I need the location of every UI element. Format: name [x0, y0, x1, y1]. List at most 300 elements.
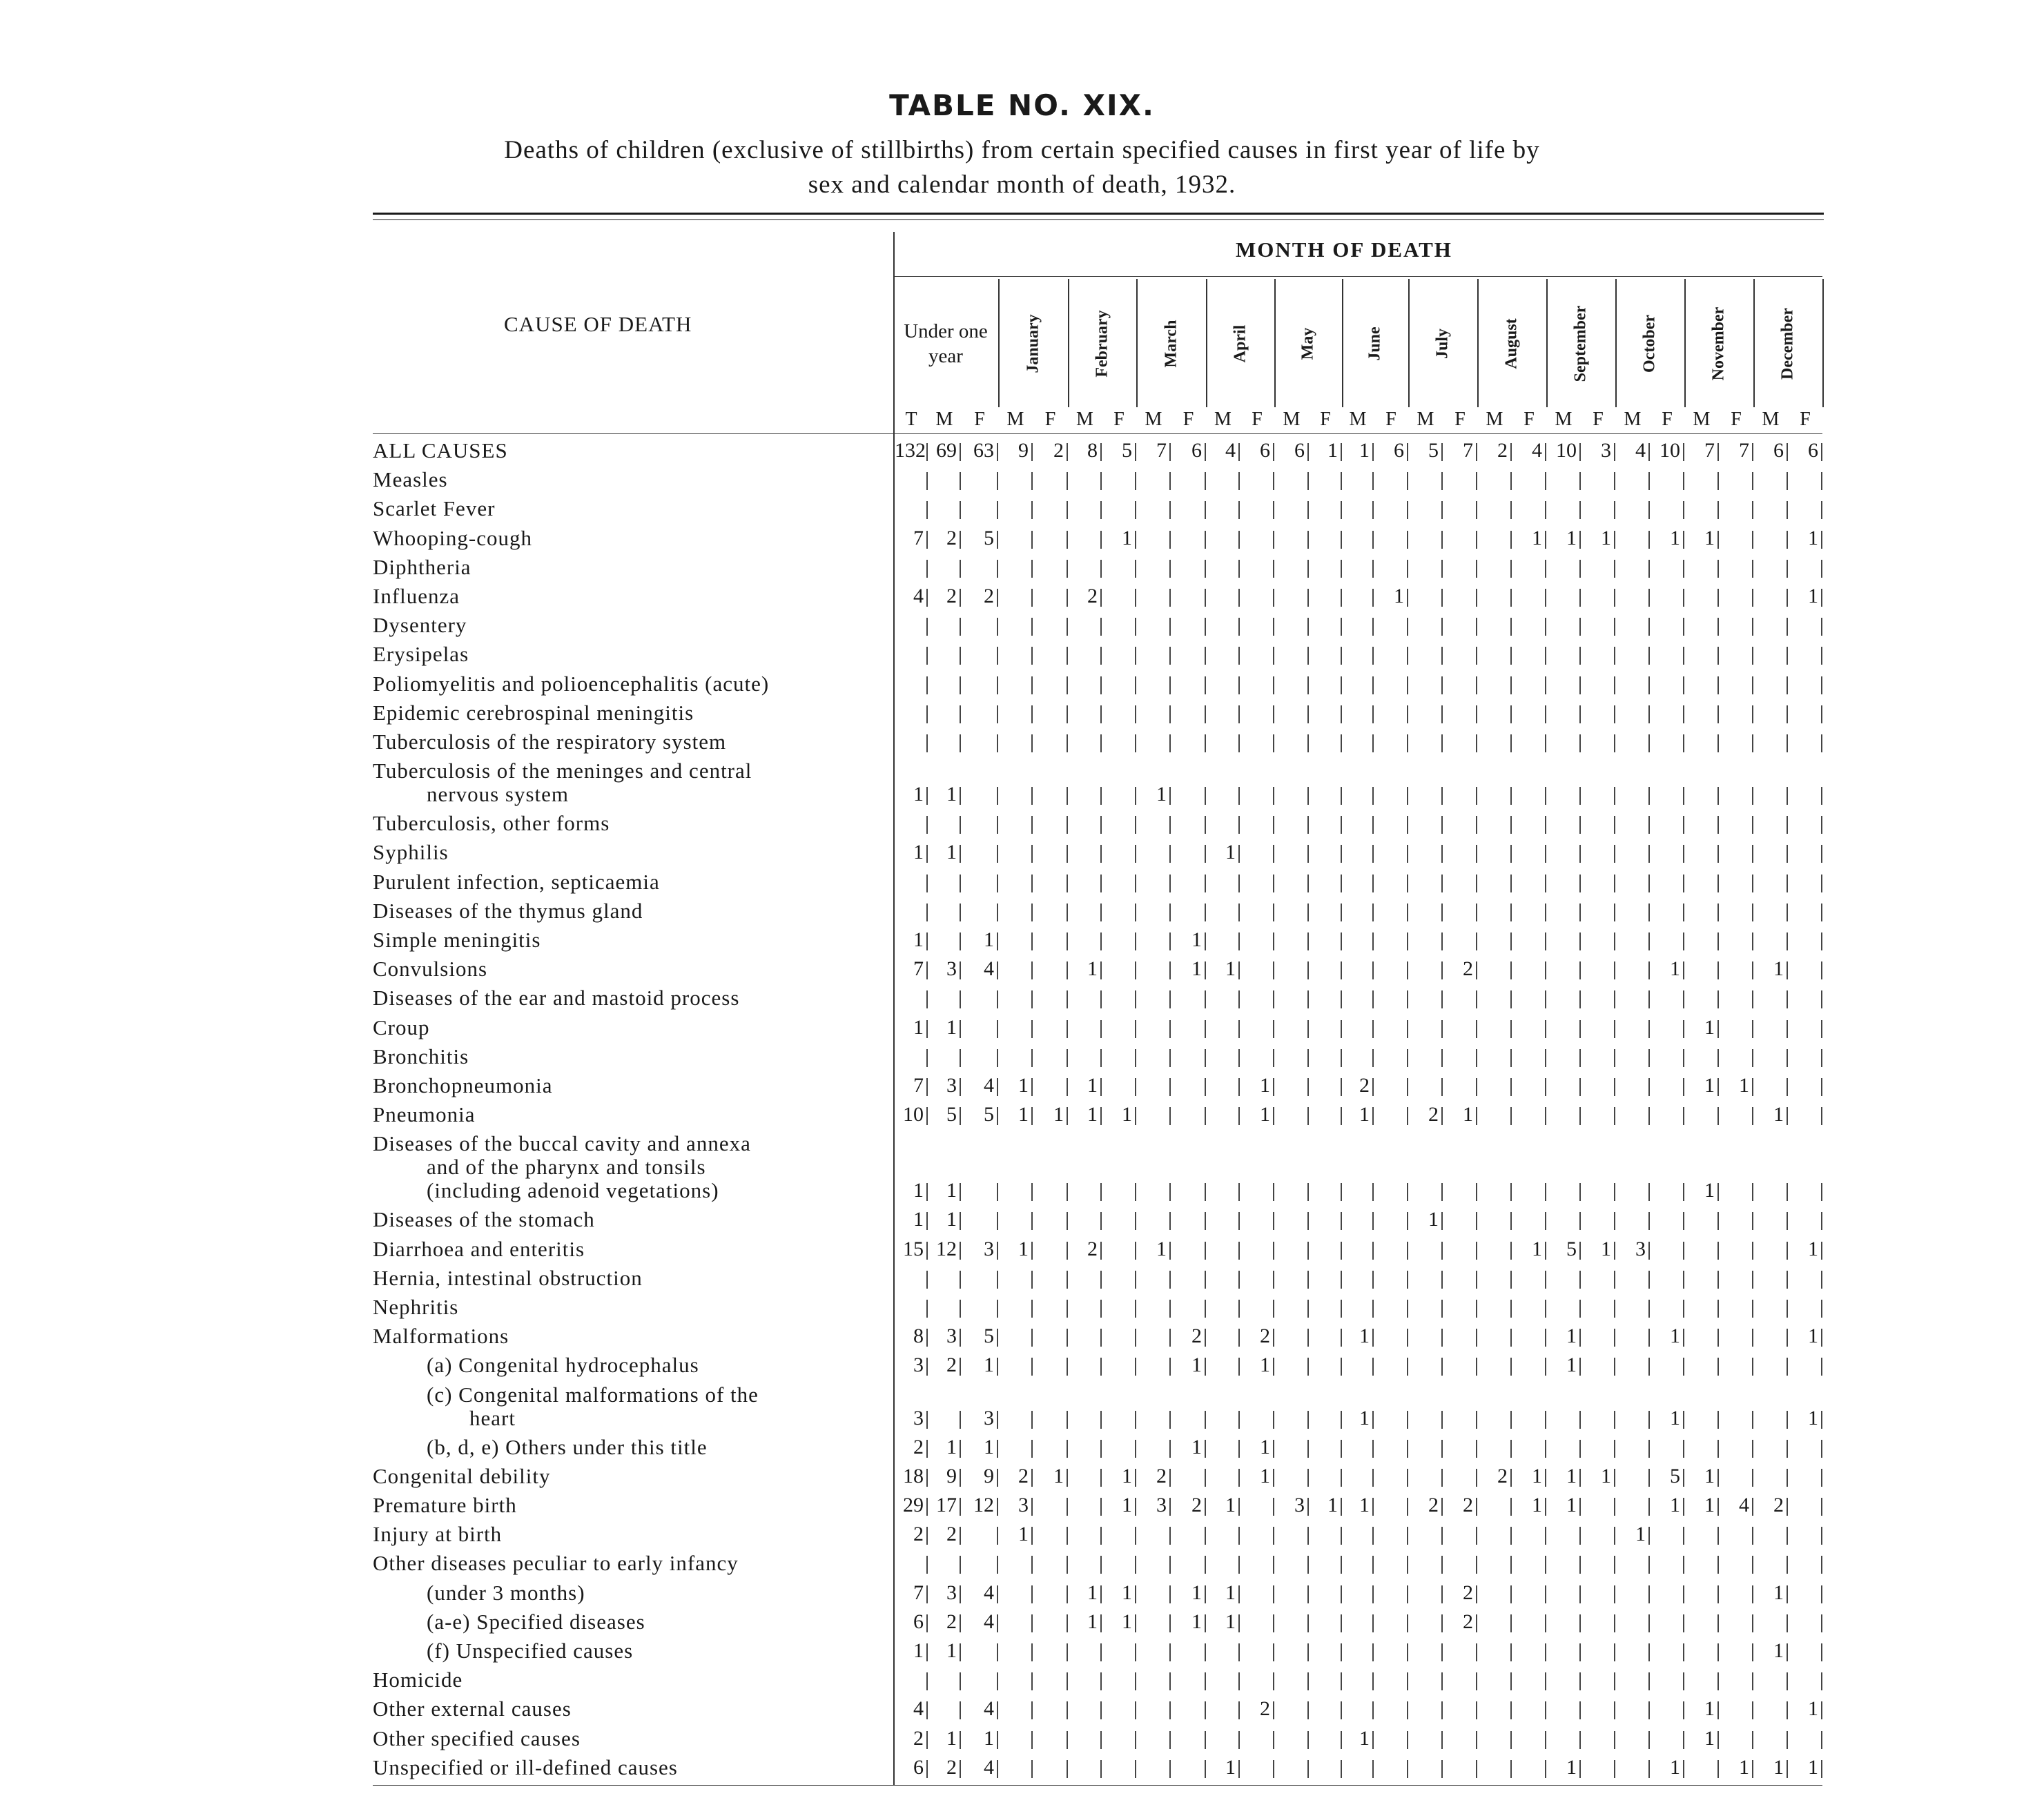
cell-rule: [1614, 618, 1615, 636]
cell-rule: [1407, 1020, 1408, 1038]
cell-rule: [1031, 1643, 1033, 1661]
bottom-rule: [373, 1785, 1822, 1786]
cell-rule: [1821, 1411, 1822, 1429]
cell-rule: [1067, 647, 1068, 665]
cause-label: Homicide: [373, 1668, 463, 1692]
cell-rule: [1205, 1527, 1206, 1545]
table-cell: 1: [1635, 1523, 1646, 1546]
cell-rule: [1683, 1527, 1684, 1545]
cell-rule: [1476, 705, 1477, 723]
cell-rule: [1717, 589, 1719, 607]
cell-rule: [1135, 1411, 1136, 1429]
cell-rule: [1683, 1556, 1684, 1574]
cell-rule: [1067, 904, 1068, 921]
cell-rule: [1579, 1527, 1581, 1545]
cell-rule: [1476, 1643, 1477, 1661]
cell-rule: [1205, 1672, 1206, 1690]
cell-rule: [1787, 1731, 1788, 1749]
cell-rule: [1135, 1672, 1136, 1690]
cell-rule: [997, 1643, 998, 1661]
cause-label: Unspecified or ill-defined causes: [373, 1755, 678, 1779]
cell-rule: [1510, 647, 1512, 665]
cell-rule: [1238, 1212, 1240, 1230]
table-cell: 1: [1359, 1406, 1370, 1429]
table-cell: 2: [1497, 1464, 1508, 1487]
cell-rule: [960, 904, 961, 921]
cell-rule: [1372, 1329, 1374, 1347]
cell-rule: [1307, 618, 1309, 636]
cell-rule: [1169, 1469, 1171, 1487]
cell-rule: [1169, 787, 1171, 805]
cell-rule: [1100, 816, 1102, 834]
cause-label: Measles: [373, 468, 448, 492]
month-header-november: November: [1709, 306, 1728, 381]
cell-rule: [997, 501, 998, 519]
cell-rule: [1273, 618, 1274, 636]
cell-rule: [1273, 1049, 1274, 1067]
cell-rule: [1545, 1614, 1546, 1632]
cell-rule: [1407, 1411, 1408, 1429]
cell-rule: [1683, 560, 1684, 578]
cell-rule: [1441, 1271, 1443, 1289]
cell-rule: [1545, 1271, 1546, 1289]
cell-rule: [1441, 1242, 1443, 1260]
cell-rule: [1135, 1643, 1136, 1661]
month-rule-september: [1615, 279, 1617, 407]
cell-rule: [1205, 787, 1206, 805]
cell-rule: [1205, 560, 1206, 578]
cell-rule: [1205, 1469, 1206, 1487]
table-cell: 1: [1670, 957, 1680, 981]
cell-rule: [1372, 1672, 1374, 1690]
cell-rule: [1100, 1440, 1102, 1458]
cell-rule: [1614, 875, 1615, 892]
table-cell: 3: [913, 1354, 924, 1377]
cell-rule: [1407, 560, 1408, 578]
cell-rule: [1510, 618, 1512, 636]
cell-rule: [1341, 904, 1342, 921]
cell-rule: [1787, 1440, 1788, 1458]
cell-rule: [1341, 1556, 1342, 1574]
cell-rule: [1307, 1078, 1309, 1096]
cell-rule: [1579, 1556, 1581, 1574]
cell-rule: [1372, 1242, 1374, 1260]
cell-rule: [1787, 1078, 1788, 1096]
cell-rule: [1579, 1760, 1581, 1778]
cell-rule: [1067, 875, 1068, 892]
cell-rule: [1407, 904, 1408, 921]
cell-rule: [926, 1271, 928, 1289]
cause-label: Syphilis: [373, 841, 449, 865]
cell-rule: [1545, 589, 1546, 607]
cause-column-rule: [893, 232, 895, 1785]
table-cell: 7: [1704, 439, 1715, 462]
table-cell: 3: [984, 1406, 994, 1429]
cell-rule: [1238, 1242, 1240, 1260]
month-header-july: July: [1433, 328, 1452, 360]
cause-label: Hernia, intestinal obstruction: [373, 1266, 643, 1290]
cell-rule: [1100, 676, 1102, 694]
table-cell: 1: [1566, 1325, 1577, 1348]
cell-rule: [1307, 705, 1309, 723]
table-cell: 1: [1704, 1464, 1715, 1487]
table-cell: 4: [1532, 439, 1542, 462]
cell-rule: [1476, 501, 1477, 519]
cell-rule: [960, 618, 961, 636]
sex-header-24: F: [1731, 409, 1742, 430]
cell-rule: [1717, 560, 1719, 578]
cell-rule: [960, 501, 961, 519]
cell-rule: [1545, 1440, 1546, 1458]
cell-rule: [997, 589, 998, 607]
cell-rule: [1476, 1556, 1477, 1574]
cell-rule: [1683, 1271, 1684, 1289]
cell-rule: [1683, 1329, 1684, 1347]
table-cell: 7: [1463, 439, 1473, 462]
cell-rule: [1372, 990, 1374, 1008]
cell-rule: [1341, 1242, 1342, 1260]
month-header-september: September: [1571, 305, 1590, 382]
table-cell: 2: [984, 585, 994, 607]
cell-rule: [1579, 676, 1581, 694]
cell-rule: [1545, 787, 1546, 805]
cell-rule: [1341, 1760, 1342, 1778]
table-cell: 1: [1327, 439, 1338, 462]
cell-rule: [1273, 1585, 1274, 1603]
cell-rule: [1205, 1300, 1206, 1318]
cell-rule: [1683, 932, 1684, 950]
cell-rule: [1648, 1183, 1650, 1201]
cell-rule: [1821, 705, 1822, 723]
cell-rule: [1169, 589, 1171, 607]
cell-rule: [1510, 1183, 1512, 1201]
cell-rule: [1205, 647, 1206, 665]
cell-rule: [1135, 1183, 1136, 1201]
cell-rule: [1341, 1672, 1342, 1690]
cell-rule: [1341, 1183, 1342, 1201]
cause-label: Diseases of the stomach: [373, 1208, 595, 1232]
cell-rule: [1821, 1020, 1822, 1038]
cell-rule: [1717, 961, 1719, 979]
month-rule-february: [1136, 279, 1138, 407]
cell-rule: [1510, 990, 1512, 1008]
cell-rule: [997, 1212, 998, 1230]
cell-rule: [1169, 1300, 1171, 1318]
cell-rule: [1787, 990, 1788, 1008]
cell-rule: [1648, 705, 1650, 723]
cell-rule: [1407, 1469, 1408, 1487]
month-header-march: March: [1162, 320, 1180, 368]
cell-rule: [926, 676, 928, 694]
cell-rule: [1100, 1701, 1102, 1719]
cell-rule: [926, 1411, 928, 1429]
cell-rule: [1787, 1614, 1788, 1632]
cell-rule: [1273, 1731, 1274, 1749]
cell-rule: [1067, 734, 1068, 752]
cell-rule: [1821, 875, 1822, 892]
cell-rule: [1717, 734, 1719, 752]
cell-rule: [1372, 787, 1374, 805]
cause-label: Other external causes: [373, 1697, 572, 1721]
cell-rule: [997, 1760, 998, 1778]
cell-rule: [1821, 501, 1822, 519]
cell-rule: [1372, 647, 1374, 665]
cell-rule: [1476, 1020, 1477, 1038]
cell-rule: [1579, 1701, 1581, 1719]
cell-rule: [1307, 501, 1309, 519]
table-cell: 1: [913, 928, 924, 951]
sex-header-11: M: [1283, 409, 1301, 430]
table-cell: 2: [913, 1523, 924, 1546]
cell-rule: [1648, 472, 1650, 490]
cell-rule: [1441, 1329, 1443, 1347]
cell-rule: [1067, 1731, 1068, 1749]
cell-rule: [1205, 1411, 1206, 1429]
cell-rule: [1717, 1107, 1719, 1125]
cell-rule: [1476, 1585, 1477, 1603]
cell-rule: [1100, 1556, 1102, 1574]
table-cell: 1: [1359, 1494, 1370, 1516]
cause-label: Poliomyelitis and polioencephalitis (acute): [373, 672, 770, 696]
cell-rule: [1238, 1049, 1240, 1067]
cell-rule: [1273, 1643, 1274, 1661]
cause-label: Convulsions: [373, 957, 488, 981]
table-cell: 1: [1808, 1237, 1818, 1260]
cell-rule: [1683, 1585, 1684, 1603]
cell-rule: [1510, 1701, 1512, 1719]
cell-rule: [1307, 1411, 1309, 1429]
cause-label: ALL CAUSES: [373, 439, 508, 462]
cell-rule: [1614, 1556, 1615, 1574]
cell-rule: [1135, 1078, 1136, 1096]
cell-rule: [1476, 1498, 1477, 1516]
cell-rule: [1372, 1498, 1374, 1516]
cell-rule: [1341, 1643, 1342, 1661]
cell-rule: [1441, 1760, 1443, 1778]
cell-rule: [1614, 787, 1615, 805]
cell-rule: [1579, 1498, 1581, 1516]
cell-rule: [1169, 845, 1171, 863]
cell-rule: [1307, 531, 1309, 549]
cell-rule: [1545, 845, 1546, 863]
cell-rule: [1441, 676, 1443, 694]
cell-rule: [1821, 647, 1822, 665]
table-cell: 1: [1191, 1354, 1202, 1377]
cell-rule: [997, 1271, 998, 1289]
cell-rule: [1545, 1731, 1546, 1749]
cell-rule: [1341, 1212, 1342, 1230]
cell-rule: [1648, 1020, 1650, 1038]
table-cell: 9: [946, 1464, 957, 1487]
table-cell: 1: [946, 1179, 957, 1202]
cell-rule: [1273, 1020, 1274, 1038]
month-header-october: October: [1640, 315, 1659, 373]
cell-rule: [1648, 1242, 1650, 1260]
cell-rule: [1169, 1183, 1171, 1201]
cell-rule: [1545, 1643, 1546, 1661]
cell-rule: [1648, 1440, 1650, 1458]
cause-label: Dysentery: [373, 614, 467, 638]
cell-rule: [1169, 1049, 1171, 1067]
table-cell: 1: [1359, 1726, 1370, 1750]
cell-rule: [1752, 816, 1753, 834]
table-title: TABLE NO. XIX.: [889, 88, 1155, 122]
cell-rule: [1307, 1701, 1309, 1719]
table-cell: 1: [1601, 526, 1611, 549]
cell-rule: [1341, 816, 1342, 834]
cell-rule: [1031, 961, 1033, 979]
cell-rule: [1238, 845, 1240, 863]
cell-rule: [1307, 589, 1309, 607]
cause-label: Nephritis: [373, 1296, 459, 1319]
cell-rule: [1545, 932, 1546, 950]
cell-rule: [1752, 904, 1753, 921]
table-cell: 1: [1122, 1494, 1132, 1516]
cell-rule: [1614, 1585, 1615, 1603]
cell-rule: [1100, 904, 1102, 921]
cell-rule: [1821, 1107, 1822, 1125]
cell-rule: [997, 472, 998, 490]
cell-rule: [1169, 1212, 1171, 1230]
table-subtitle-line-1: Deaths of children (exclusive of stillbirths) from certain specified causes in first year of life by: [504, 136, 1540, 164]
cell-rule: [1545, 501, 1546, 519]
cell-rule: [1135, 1585, 1136, 1603]
table-cell: 1: [1428, 1208, 1439, 1231]
table-cell: 10: [1556, 439, 1577, 462]
cell-rule: [1441, 1556, 1443, 1574]
table-cell: 1: [1225, 1755, 1236, 1779]
cell-rule: [1407, 875, 1408, 892]
cell-rule: [1238, 990, 1240, 1008]
cell-rule: [1545, 1411, 1546, 1429]
cell-rule: [1787, 1469, 1788, 1487]
cell-rule: [1407, 932, 1408, 950]
cell-rule: [960, 816, 961, 834]
cell-rule: [1510, 1107, 1512, 1125]
cell-rule: [1476, 1300, 1477, 1318]
cell-rule: [1067, 1020, 1068, 1038]
table-cell: 1: [1122, 1610, 1132, 1633]
cell-rule: [1579, 1183, 1581, 1201]
cell-rule: [1787, 904, 1788, 921]
cell-rule: [1273, 932, 1274, 950]
cell-rule: [1441, 501, 1443, 519]
table-cell: 3: [946, 1581, 957, 1604]
cell-rule: [1821, 1242, 1822, 1260]
cell-rule: [1273, 531, 1274, 549]
cell-rule: [1169, 904, 1171, 921]
cell-rule: [1205, 816, 1206, 834]
table-cell: 2: [1428, 1494, 1439, 1516]
cell-rule: [997, 961, 998, 979]
cell-rule: [1273, 472, 1274, 490]
cell-rule: [1476, 1527, 1477, 1545]
cell-rule: [1031, 1411, 1033, 1429]
cell-rule: [1341, 1614, 1342, 1632]
cell-rule: [1683, 1049, 1684, 1067]
cell-rule: [1579, 647, 1581, 665]
cell-rule: [1205, 501, 1206, 519]
table-cell: 12: [936, 1237, 957, 1260]
cell-rule: [1614, 1760, 1615, 1778]
cell-rule: [1372, 1300, 1374, 1318]
cell-rule: [1510, 1585, 1512, 1603]
cell-rule: [1510, 1614, 1512, 1632]
cell-rule: [1441, 472, 1443, 490]
cell-rule: [1372, 1212, 1374, 1230]
cause-label: Tuberculosis, other forms: [373, 812, 610, 836]
sex-header-5: M: [1076, 409, 1093, 430]
cell-rule: [960, 734, 961, 752]
cell-rule: [997, 1358, 998, 1376]
cell-rule: [1441, 1358, 1443, 1376]
table-cell: 4: [984, 1697, 994, 1721]
cell-rule: [1648, 1358, 1650, 1376]
cell-rule: [1067, 1498, 1068, 1516]
cell-rule: [1717, 1643, 1719, 1661]
cell-rule: [1100, 618, 1102, 636]
cell-rule: [1238, 1183, 1240, 1201]
cell-rule: [1545, 560, 1546, 578]
table-cell: 1: [1359, 1103, 1370, 1126]
cell-rule: [1614, 501, 1615, 519]
cell-rule: [1238, 1271, 1240, 1289]
cell-rule: [1307, 875, 1309, 892]
cell-rule: [1683, 589, 1684, 607]
cell-rule: [1273, 1271, 1274, 1289]
cell-rule: [1238, 734, 1240, 752]
cell-rule: [1407, 1672, 1408, 1690]
cell-rule: [1067, 1760, 1068, 1778]
table-cell: 4: [1225, 439, 1236, 462]
cell-rule: [1614, 1731, 1615, 1749]
cause-label: Whooping-cough: [373, 526, 532, 550]
table-cell: 6: [1394, 439, 1404, 462]
month-rule-december: [1822, 279, 1824, 407]
cell-rule: [1579, 845, 1581, 863]
cell-rule: [1614, 1078, 1615, 1096]
cell-rule: [1545, 647, 1546, 665]
table-cell: 4: [913, 1697, 924, 1721]
cell-rule: [1821, 1271, 1822, 1289]
table-cell: 1: [1739, 1755, 1749, 1779]
cell-rule: [1341, 990, 1342, 1008]
cell-rule: [1372, 618, 1374, 636]
cell-rule: [1273, 1527, 1274, 1545]
cell-rule: [1307, 1731, 1309, 1749]
cell-rule: [1372, 1271, 1374, 1289]
table-cell: 1: [1773, 957, 1784, 981]
cell-rule: [960, 560, 961, 578]
cell-rule: [1648, 501, 1650, 519]
cell-rule: [1307, 1440, 1309, 1458]
cell-rule: [1307, 647, 1309, 665]
cell-rule: [1169, 618, 1171, 636]
cell-rule: [1717, 1020, 1719, 1038]
cell-rule: [1031, 1242, 1033, 1260]
cause-label: Diseases of the thymus gland: [373, 899, 643, 923]
cell-rule: [1067, 531, 1068, 549]
table-cell: 4: [1635, 439, 1646, 462]
cell-rule: [1031, 1183, 1033, 1201]
table-cell: 1: [1191, 1581, 1202, 1604]
cell-rule: [1545, 961, 1546, 979]
cause-label: (c) Congenital malformations of the: [427, 1383, 759, 1407]
cell-rule: [1135, 961, 1136, 979]
cell-rule: [1717, 1469, 1719, 1487]
cell-rule: [1579, 932, 1581, 950]
cell-rule: [1683, 618, 1684, 636]
